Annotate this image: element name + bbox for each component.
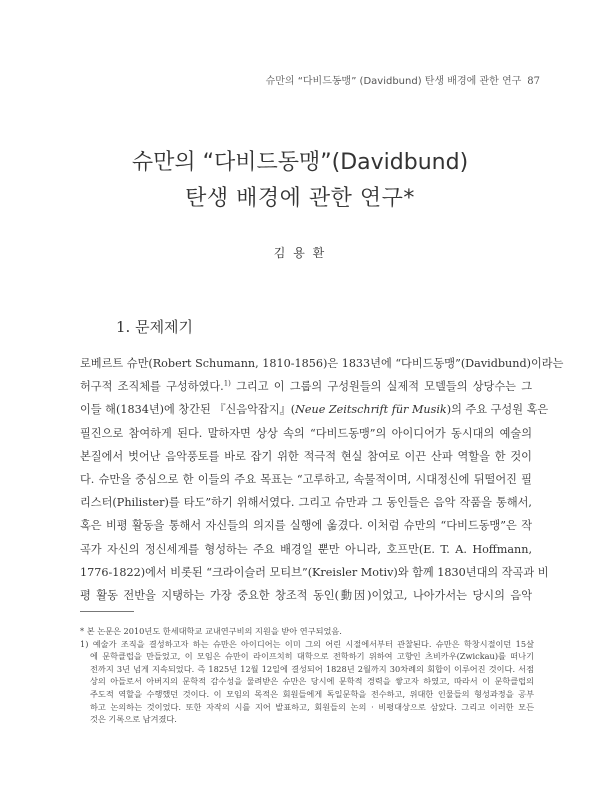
running-head-title: 슈만의 “다비드동맹” (Davidbund) 탄생 배경에 관한 연구 (265, 76, 522, 87)
body-line: 다. 슈만을 중심으로 한 이들의 주요 목표는 “고루하고, 속물적이며, 시대정신에 뒤떨어진 필 (80, 472, 532, 486)
body-line: 본질에서 벗어난 음악풍토를 바로 잡기 위한 적극적 현실 참여로 이끈 산파 역할을 한 것이 (80, 449, 532, 463)
body-line: 혹은 비평 활동을 통해서 자신들의 의지를 실행에 옮겼다. 이처럼 슈만의 “다비드동맹”은 작 (80, 519, 532, 533)
body-line-segment: 그리고 이 그룹의 구성원들의 실제적 모델들의 상당수는 그 (230, 380, 532, 394)
footnote-divider (80, 611, 134, 612)
footnote-reference[interactable]: 1) (223, 379, 231, 388)
body-line-segment: )의 주요 구성원 혹은 (446, 403, 549, 417)
footnote-star: * 본 논문은 2010년도 한세대학교 교내연구비의 지원을 받아 연구되었음. (80, 626, 342, 636)
journal-title-italic: Neue Zeitschrift für Musik (295, 403, 447, 417)
body-line-segment: 허구적 조직체를 구성하였다. (80, 380, 224, 394)
footnote-line: 주도적 역할을 수행했던 것이다. 이 모임의 목적은 회원들에게 독일문학을 전수하고, 위대한 인물들의 형성과정을 공부 (90, 688, 534, 699)
footnote-line: 상의 아들로서 아버지의 문학적 감수성을 물려받은 슈만은 당시에 문학적 경력을 쌓고자 하였고, 따라서 이 문학클럽의 (90, 676, 534, 687)
section-heading: 1. 문제제기 (116, 318, 194, 336)
footnote-line: 1) 예술가 조직을 결성하고자 하는 슈만은 아이디어는 이미 그의 어린 시절에서부터 관찰된다. 슈만은 학창시절이던 15살 (80, 638, 534, 649)
author-name: 김 용 환 (273, 246, 327, 260)
body-line (80, 375, 532, 398)
paper-title-line-2: 탄생 배경에 관한 연구* (185, 186, 415, 211)
footnote-line: 것은 기록으로 남겨졌다. (90, 714, 177, 725)
paper-title (0, 145, 600, 217)
body-line: 필진으로 참여하게 된다. 말하자면 상상 속의 “다비드동맹”의 아이디어가 동시대의 예술의 (80, 426, 532, 440)
footnote-line: 하고 논의하는 것이었다. 또한 자작의 시를 지어 발표하고, 회원들의 논의 · 비평대상으로 삼았다. 그리고 이러한 모든 (90, 701, 534, 712)
body-text (80, 352, 564, 607)
body-line: 로베르트 슈만(Robert Schumann, 1810-1856)은 1833년에 “다비드동맹”(Davidbund)이라는 (80, 357, 564, 370)
body-line (80, 398, 549, 421)
footnote-line: 에 문학클럽을 만들었고, 이 모임은 슈만이 라이프치히 대학으로 전학하기 위하여 고향인 츠비카우(Zwickau)를 떠나기 (90, 651, 534, 662)
paper-title-line-1: 슈만의 “다비드동맹”(Davidbund) (131, 150, 469, 175)
body-line-segment: 이들 해(1834년)에 창간된 『신음악잡지』( (80, 403, 296, 417)
running-head (266, 72, 540, 87)
footnote-line: 전까지 3년 넘게 지속되었다. 즉 1825년 12월 12일에 결성되어 1828년 2월까지 30차례의 회합이 이루어진 것이다. 서점 (90, 663, 534, 674)
body-line: 곡가 자신의 정신세계를 형성하는 주요 배경일 뿐만 아니라, 호프만(E. T. A. Hoffmann, (80, 542, 532, 556)
body-line: 평 활동 전반을 지탱하는 가장 중요한 창조적 동인(動因)이었고, 나아가서는 당시의 음악 (80, 588, 532, 602)
page-number: 87 (527, 76, 540, 87)
body-line: 1776-1822)에서 비롯된 “크라이슬러 모티브”(Kreisler Motiv)와 함께 1830년대의 작곡과 비 (80, 565, 549, 579)
body-line: 리스터(Philister)를 타도”하기 위해서였다. 그리고 슈만과 그 동인들은 음악 작품을 통해서, (80, 496, 532, 510)
footnotes (80, 625, 534, 726)
